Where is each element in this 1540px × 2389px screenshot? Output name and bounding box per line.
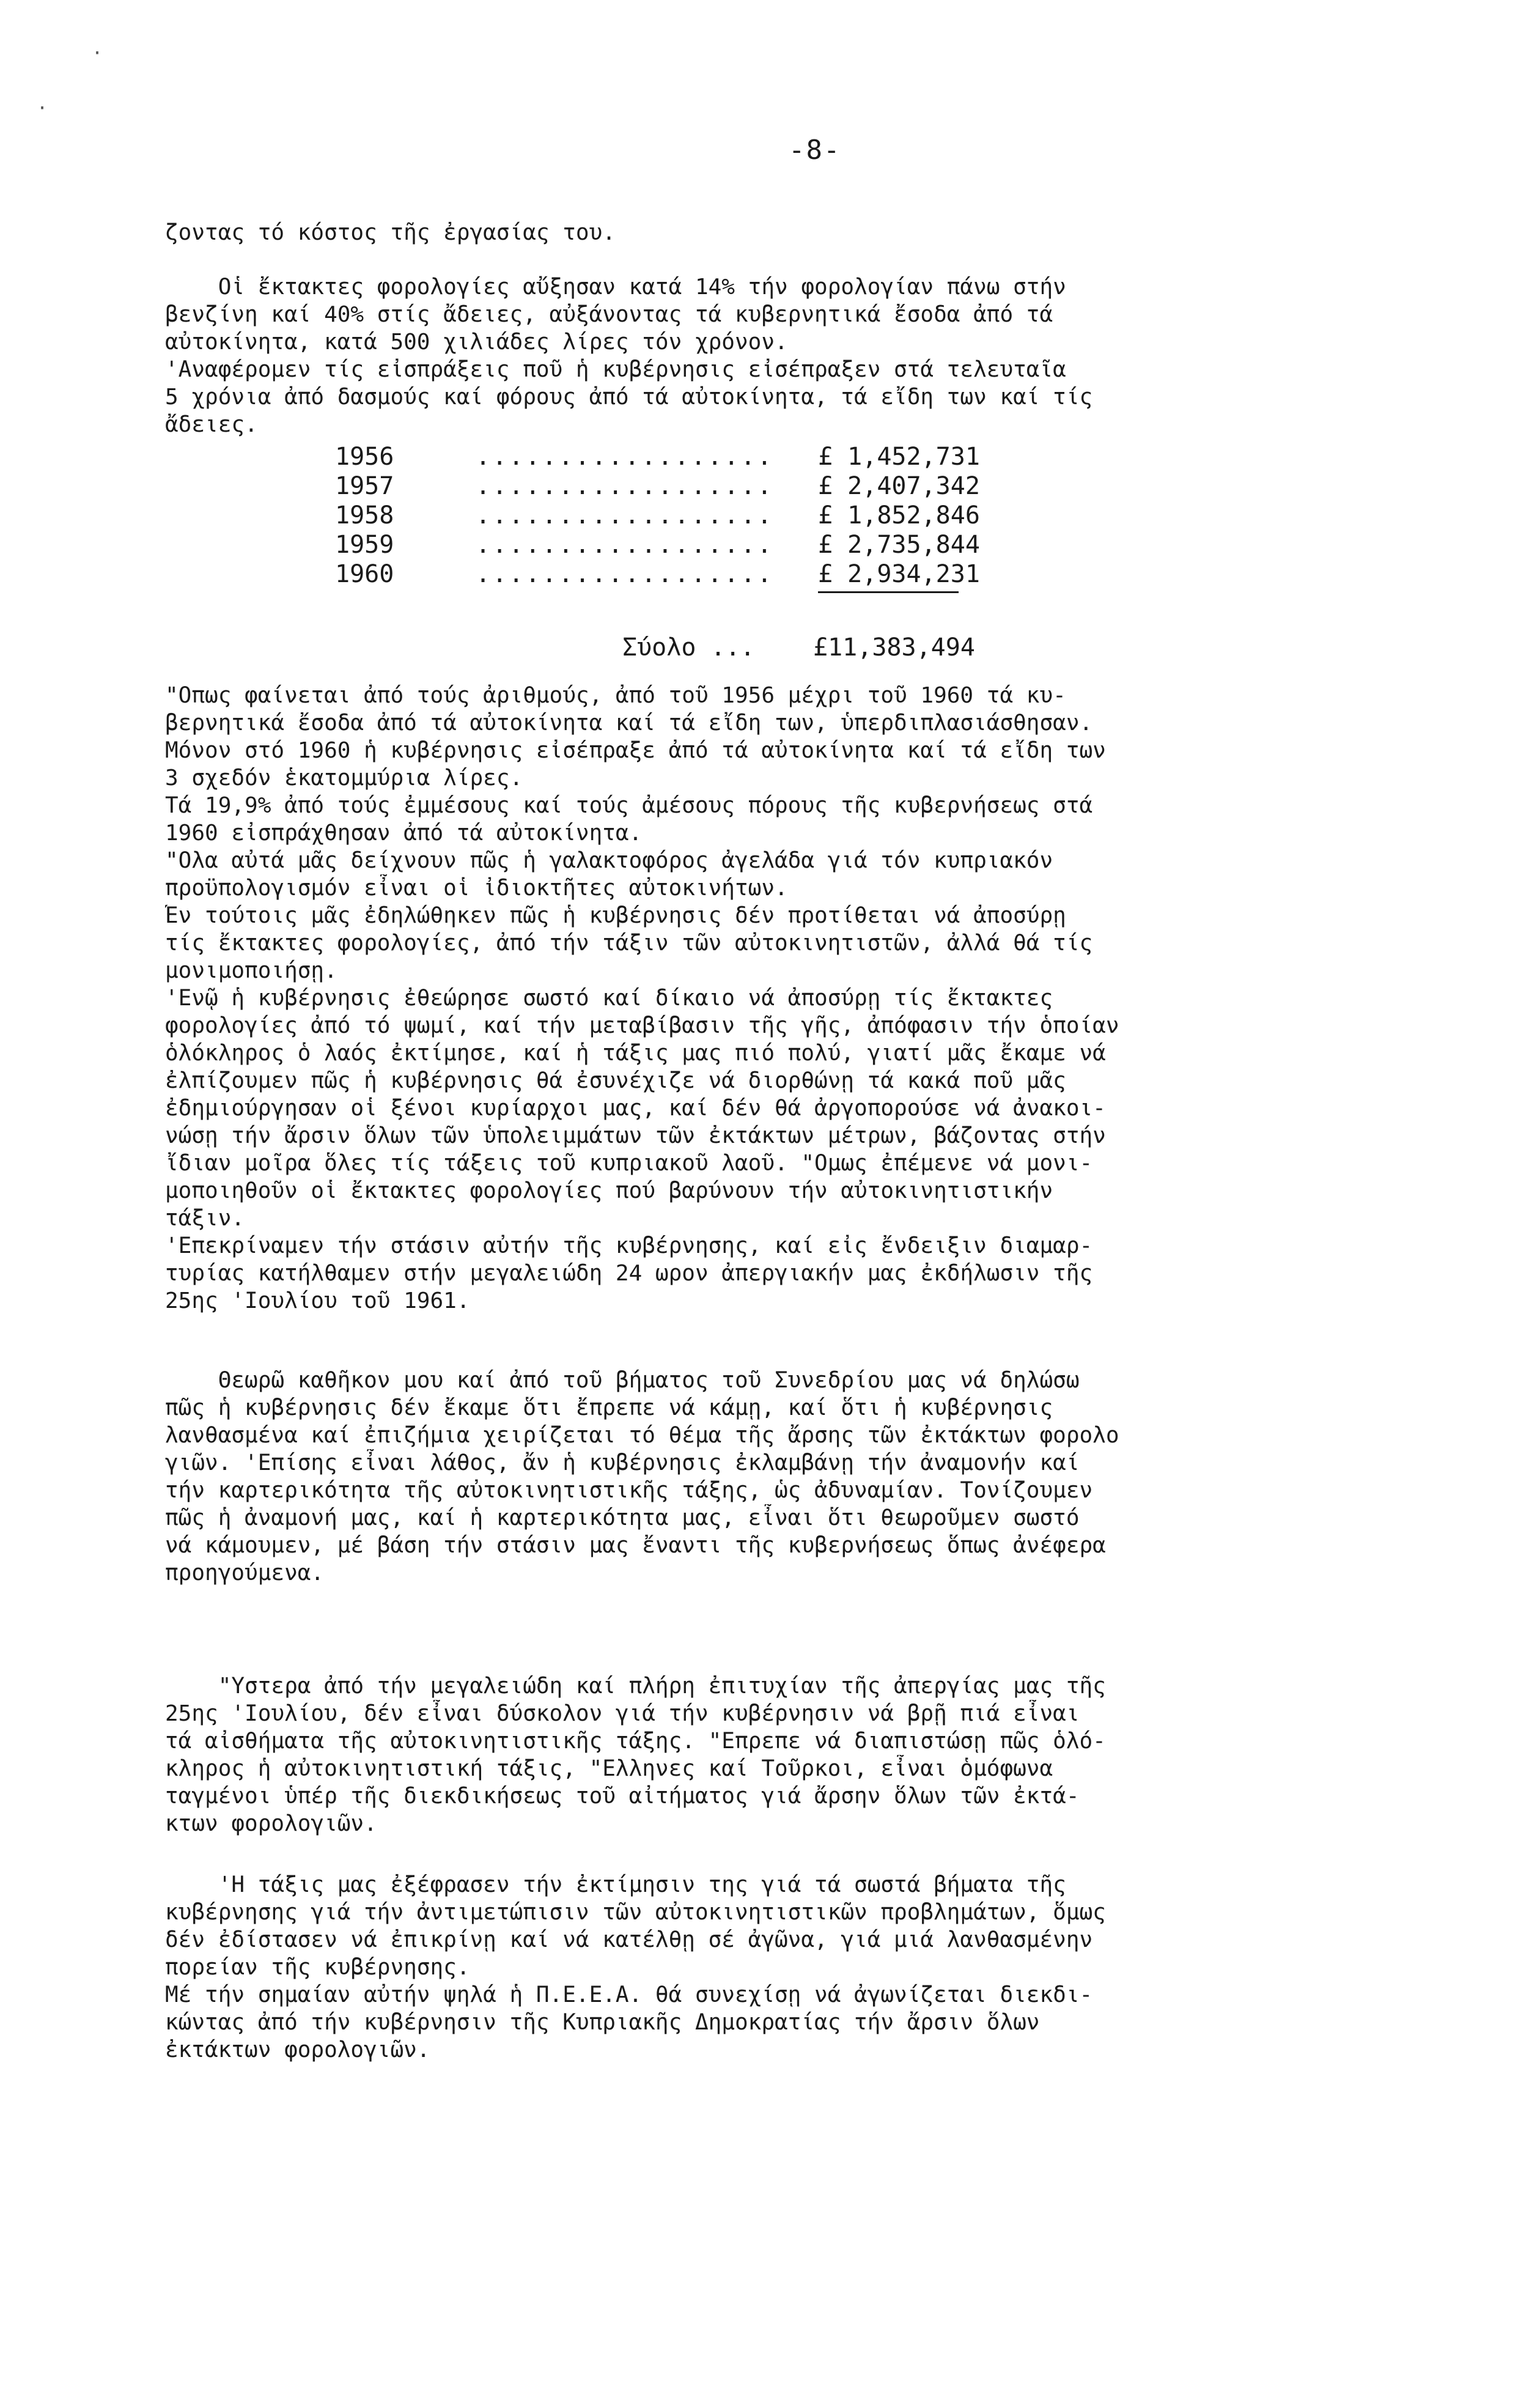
- text-line: 3 σχεδόν ἑκατομμύρια λίρες.: [165, 766, 523, 791]
- text-line: "Υστερα ἀπό τήν μεγαλειώδη καί πλήρη ἐπιτυχίαν τῆς ἀπεργίας μας τῆς: [165, 1674, 1106, 1699]
- paragraph-intro: [165, 273, 1467, 438]
- table-amount: £ 1,852,846: [818, 501, 980, 530]
- table-leader-dots: ..................: [476, 472, 774, 500]
- text-line: κυβέρνησης γιά τήν ἀντιμετώπισιν τῶν αὐτοκινητιστικῶν προβλημάτων, ὅμως: [165, 1900, 1106, 1925]
- text-line: Έν τούτοις μᾶς ἐδηλώθηκεν πῶς ἡ κυβέρνησις δέν προτίθεται νά ἀποσύρῃ: [165, 903, 1066, 928]
- text-line: αὐτοκίνητα, κατά 500 χιλιάδες λίρες τόν χρόνον.: [165, 330, 788, 355]
- text-line: Τά 19,9% ἀπό τούς ἐμμέσους καί τούς ἀμέσους πόρους τῆς κυβερνήσεως στά: [165, 793, 1093, 818]
- paragraph-strike: [165, 1672, 1467, 1837]
- paragraph-analysis: [165, 682, 1467, 1315]
- text-line: 5 χρόνια ἀπό δασμούς καί φόρους ἀπό τά αὐτοκίνητα, τά εἴδη των καί τίς: [165, 385, 1093, 410]
- text-line: νώσῃ τήν ἄρσιν ὅλων τῶν ὑπολειμμάτων τῶν ἐκτάκτων μέτρων, βάζοντας στήν: [165, 1123, 1106, 1148]
- table-amount: £ 2,735,844: [818, 531, 980, 559]
- table-leader-dots: ..................: [476, 560, 774, 588]
- text-line: προϋπολογισμόν εἶναι οἱ ἰδιοκτῆτες αὐτοκινήτων.: [165, 876, 788, 901]
- text-line: ὁλόκληρος ὁ λαός ἐκτίμησε, καί ἡ τάξις μας πιό πολύ, γιατί μᾶς ἔκαμε νά: [165, 1041, 1106, 1066]
- text-line: πῶς ἡ κυβέρνησις δέν ἔκαμε ὅτι ἔπρεπε νά κάμῃ, καί ὅτι ἡ κυβέρνησις: [165, 1395, 1053, 1420]
- text-line: κτων φορολογιῶν.: [165, 1811, 377, 1836]
- table-sum-rule: [818, 591, 959, 593]
- table-leader-dots: ..................: [476, 501, 774, 530]
- table-row: [335, 530, 1191, 559]
- table-row: [335, 501, 1191, 530]
- text-line: νά κάμουμεν, μέ βάση τήν στάσιν μας ἔναντι τῆς κυβερνήσεως ὅπως ἀνέφερα: [165, 1533, 1106, 1558]
- text-line: προηγούμενα.: [165, 1560, 325, 1586]
- text-line: "Οπως φαίνεται ἀπό τούς ἀριθμούς, ἀπό τοῦ 1956 μέχρι τοῦ 1960 τά κυ-: [165, 683, 1066, 708]
- text-line: κληρος ἡ αὐτοκινητιστική τάξις, "Ελληνες καί Τοῦρκοι, εἶναι ὁμόφωνα: [165, 1756, 1053, 1781]
- text-line: πῶς ἡ ἀναμονή μας, καί ἡ καρτερικότητα μας, εἶναι ὅτι θεωροῦμεν σωστό: [165, 1505, 1080, 1531]
- table-row: [335, 559, 1191, 589]
- text-line: φορολογίες ἀπό τό ψωμί, καί τήν μεταβίβασιν τῆς γῆς, ἀπόφασιν τήν ὁποίαν: [165, 1013, 1119, 1038]
- text-line: 'Επεκρίναμεν τήν στάσιν αὐτήν τῆς κυβέρνησης, καί εἰς ἔνδειξιν διαμαρ-: [165, 1233, 1093, 1258]
- table-year: 1958: [335, 501, 394, 530]
- text-line: Μέ τήν σημαίαν αὐτήν ψηλά ἡ Π.Ε.Ε.Α. θά συνεχίσῃ νά ἀγωνίζεται διεκδι-: [165, 1982, 1093, 2007]
- text-line: τήν καρτερικότητα τῆς αὐτοκινητιστικῆς τάξης, ὡς ἀδυναμίαν. Τονίζουμεν: [165, 1478, 1093, 1503]
- text-line: τίς ἔκτακτες φορολογίες, ἀπό τήν τάξιν τῶν αὐτοκινητιστῶν, ἀλλά θά τίς: [165, 931, 1093, 956]
- scan-speck: ·: [37, 98, 48, 119]
- paragraph-statement: [165, 1367, 1467, 1587]
- text-line: ἐκτάκτων φορολογιῶν.: [165, 2037, 430, 2062]
- text-line: μοποιηθοῦν οἱ ἔκτακτες φορολογίες πού βαρύνουν τήν αὐτοκινητιστικήν: [165, 1178, 1053, 1203]
- table-amount: £ 2,934,231: [818, 560, 980, 588]
- text-line: Θεωρῶ καθῆκον μου καί ἀπό τοῦ βήματος τοῦ Συνεδρίου μας νά δηλώσω: [165, 1368, 1080, 1393]
- text-line: ζοντας τό κόστος τῆς ἐργασίας του.: [165, 220, 616, 245]
- scan-speck: ·: [92, 43, 103, 64]
- table-year: 1956: [335, 443, 394, 471]
- table-row: [335, 442, 1191, 471]
- text-line: 25ης 'Ιουλίου τοῦ 1961.: [165, 1288, 470, 1313]
- text-line: τά αἰσθήματα τῆς αὐτοκινητιστικῆς τάξης. "Επρεπε νά διαπιστώσῃ πῶς ὁλό-: [165, 1729, 1106, 1754]
- text-line: 1960 εἰσπράχθησαν ἀπό τά αὐτοκίνητα.: [165, 821, 643, 846]
- text-line: βερνητικά ἔσοδα ἀπό τά αὐτοκίνητα καί τά εἴδη των, ὑπερδιπλασιάσθησαν.: [165, 711, 1093, 736]
- paragraph-continuation: [165, 219, 1467, 246]
- table-amount: £ 2,407,342: [818, 472, 980, 500]
- text-line: 25ης 'Ιουλίου, δέν εἶναι δύσκολον γιά τήν κυβέρνησιν νά βρῇ πιά εἶναι: [165, 1701, 1080, 1726]
- text-line: 'Ενῷ ἡ κυβέρνησις ἐθεώρησε σωστό καί δίκαιο νά ἀποσύρῃ τίς ἔκτακτες: [165, 986, 1053, 1011]
- text-line: πορείαν τῆς κυβέρνησης.: [165, 1955, 470, 1980]
- table-year: 1960: [335, 560, 394, 588]
- text-line: 'Αναφέρομεν τίς εἰσπράξεις ποῦ ἡ κυβέρνησις εἰσέπραξεν στά τελευταῖα: [165, 357, 1066, 382]
- text-line: τυρίας κατήλθαμεν στήν μεγαλειώδη 24 ωρον ἀπεργιακήν μας ἐκδήλωσιν τῆς: [165, 1261, 1093, 1286]
- page-number: -8-: [789, 135, 841, 166]
- text-line: Μόνον στό 1960 ἡ κυβέρνησις εἰσέπραξε ἀπό τά αὐτοκίνητα καί τά εἴδη των: [165, 738, 1106, 763]
- text-line: ἐλπίζουμεν πῶς ἡ κυβέρνησις θά ἐσυνέχιζε νά διορθώνῃ τά κακά ποῦ μᾶς: [165, 1068, 1066, 1093]
- text-line: βενζίνη καί 40% στίς ἄδειες, αὐξάνοντας τά κυβερνητικά ἔσοδα ἀπό τά: [165, 302, 1053, 327]
- revenue-table: [335, 442, 1191, 589]
- text-line: 'Η τάξις μας ἐξέφρασεν τήν ἐκτίμησιν της γιά τά σωστά βήματα τῆς: [165, 1872, 1066, 1897]
- text-line: μονιμοποιήσῃ.: [165, 958, 337, 983]
- table-leader-dots: ..................: [476, 443, 774, 471]
- text-line: "Ολα αὐτά μᾶς δείχνουν πῶς ἡ γαλακτοφόρος ἀγελάδα γιά τόν κυπριακόν: [165, 848, 1053, 873]
- text-line: ἐδημιούργησαν οἱ ξένοι κυρίαρχοι μας, καί δέν θά ἀργοπορούσε νά ἀνακοι-: [165, 1096, 1106, 1121]
- table-year: 1959: [335, 531, 394, 559]
- text-line: ἴδιαν μοῖρα ὅλες τίς τάξεις τοῦ κυπριακοῦ λαοῦ. "Ομως ἐπέμενε νά μονι-: [165, 1151, 1093, 1176]
- table-leader-dots: ..................: [476, 531, 774, 559]
- text-line: ἄδειες.: [165, 412, 258, 437]
- text-line: ταγμένοι ὑπέρ τῆς διεκδικήσεως τοῦ αἰτήματος γιά ἄρσην ὅλων τῶν ἐκτά-: [165, 1784, 1080, 1809]
- table-total-amount: £11,383,494: [813, 633, 975, 662]
- table-row: [335, 471, 1191, 501]
- table-amount: £ 1,452,731: [818, 443, 980, 471]
- table-total-label: Σύολο ...: [622, 633, 755, 662]
- table-year: 1957: [335, 472, 394, 500]
- text-line: Οἱ ἔκτακτες φορολογίες αὔξησαν κατά 14% τήν φορολογίαν πάνω στήν: [165, 275, 1066, 300]
- text-line: τάξιν.: [165, 1206, 245, 1231]
- text-line: λανθασμένα καί ἐπιζήμια χειρίζεται τό θέμα τῆς ἄρσης τῶν ἐκτάκτων φορολο: [165, 1423, 1119, 1448]
- text-line: γιῶν. 'Επίσης εἶναι λάθος, ἄν ἡ κυβέρνησις ἐκλαμβάνῃ τήν ἀναμονήν καί: [165, 1450, 1080, 1475]
- text-line: κώντας ἀπό τήν κυβέρνησιν τῆς Κυπριακῆς Δημοκρατίας τήν ἄρσιν ὅλων: [165, 2010, 1040, 2035]
- text-line: δέν ἐδίστασεν νά ἐπικρίνῃ καί νά κατέλθῃ σέ ἀγῶνα, γιά μιά λανθασμένην: [165, 1927, 1093, 1952]
- paragraph-closing: [165, 1871, 1467, 2064]
